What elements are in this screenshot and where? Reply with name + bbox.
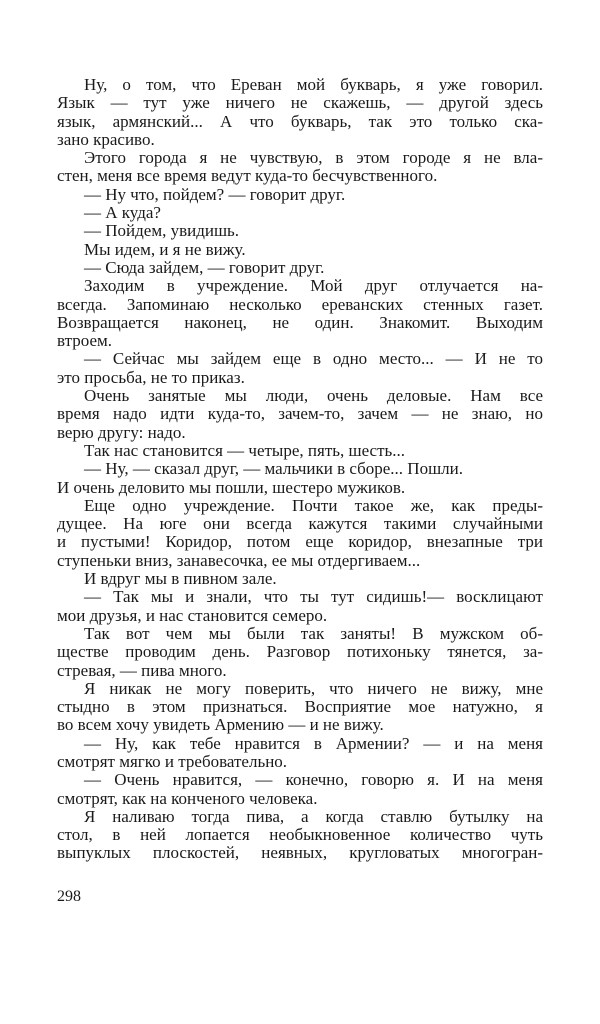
text-line: стол, в ней лопается необыкновенное количество чуть	[57, 825, 543, 845]
text-line: Возвращается наконец, не один. Знакомит. Выходим	[57, 312, 543, 332]
text-line: Ну, о том, что Ереван мой букварь, я уже говорил.	[84, 75, 543, 94]
text-line: Язык — тут уже ничего не скажешь, — другой здесь	[57, 93, 543, 113]
text-line: Еще одно учреждение. Почти такое же, как преды-	[84, 495, 543, 515]
text-line: мои друзья, и нас становится семеро.	[57, 605, 328, 625]
text-line: Этого города я не чувствую, в этом городе я не вла-	[84, 148, 543, 168]
text-line: Так нас становится — четыре, пять, шесть...	[84, 440, 406, 460]
text-line: Так вот чем мы были так заняты! В мужском об-	[84, 623, 543, 643]
text-line: всегда. Запоминаю несколько ереванских стенных газет.	[57, 294, 543, 314]
page-number: 298	[57, 888, 81, 905]
text-line: стен, меня все время ведут куда-то бесчувственного.	[57, 166, 438, 186]
text-line: И вдруг мы в пивном зале.	[84, 569, 277, 589]
text-line: Я никак не могу поверить, что ничего не вижу, мне	[84, 678, 543, 698]
text-line: И очень деловито мы пошли, шестеро мужиков.	[57, 477, 406, 497]
text-line: ступеньки вниз, занавесочка, ее мы отдергиваем...	[57, 550, 421, 570]
text-line: Очень занятые мы люди, очень деловые. Нам все	[84, 386, 543, 406]
text-line: верю другу: надо.	[57, 422, 186, 442]
text-line: — Так мы и знали, что ты тут сидишь!— восклицают	[84, 587, 543, 607]
text-line: Я наливаю тогда пива, а когда ставлю бутылку на	[84, 806, 543, 826]
text-line: во всем хочу увидеть Армению — и не вижу.	[57, 715, 384, 735]
text-line: смотрят, как на конченого человека.	[57, 788, 318, 808]
text-line: смотрят мягко и требовательно.	[57, 751, 288, 771]
text-line: — Ну, как тебе нравится в Армении? — и на меня	[84, 733, 543, 753]
text-line: стыдно в этом признаться. Восприятие мое натужно, я	[57, 697, 543, 717]
page-text	[57, 76, 543, 863]
text-line: — А куда?	[84, 203, 161, 223]
text-line: стревая, — пива много.	[57, 660, 227, 680]
text-line: втроем.	[57, 331, 113, 351]
text-line: — Пойдем, увидишь.	[84, 221, 240, 241]
text-line: — Ну что, пойдем? — говорит друг.	[84, 184, 346, 204]
text-line: дущее. На юге они всегда кажутся такими случайными	[57, 514, 543, 534]
text-line: это просьба, не то приказ.	[57, 367, 245, 387]
text-line: время надо идти куда-то, зачем-то, зачем — не знаю, но	[57, 404, 543, 424]
text-line: язык, армянский... А что букварь, так это только ска-	[57, 111, 543, 131]
text-line: — Сейчас мы зайдем еще в одно место... — И не то	[84, 349, 543, 369]
text-line: Заходим в учреждение. Мой друг отлучается на-	[84, 276, 543, 296]
text-line: Мы идем, и я не вижу.	[84, 239, 246, 259]
text-line: — Ну, — сказал друг, — мальчики в сборе... Пошли.	[84, 459, 463, 479]
text-line: ществе проводим день. Разговор потихоньку тянется, за-	[57, 642, 543, 662]
text-line: и пустыми! Коридор, потом еще коридор, внезапные три	[57, 532, 543, 552]
text-line: — Сюда зайдем, — говорит друг.	[84, 257, 325, 277]
text-line: выпуклых плоскостей, неявных, кругловатых многогран-	[57, 843, 543, 863]
text-line: — Очень нравится, — конечно, говорю я. И на меня	[84, 770, 543, 790]
text-line: зано красиво.	[57, 129, 155, 149]
